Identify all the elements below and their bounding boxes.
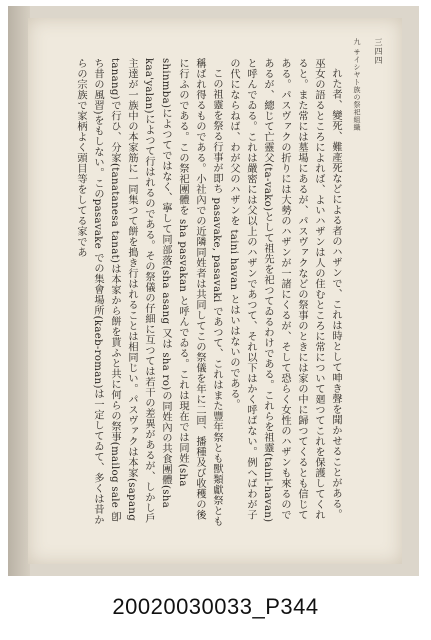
image-caption: 20020030033_P344	[112, 594, 319, 619]
paragraph: れた者、變死、難產死などによる者のハザンで、これは時として呻き聲を聞かせることがある。巫女の語るところによれば、よいハザンは人の住むところに常について廻つてこれを保護してくれると。また常には墓場にあるが、パスヴァクなどの祭事のときには家の中に歸つてくるとも信じてある。パスヴァクの折りには大勢のハザンが一諸にくるが、そして恐らく女性のハザンも來るのであるが、總じて亡靈父(ta-vako)として祖先を祀つてゐるわけである。これらを祖靈(taini-havan)と呼んでゐる。これは嚴密には父以上のハザンであつて、それ以下はかく呼ばない。例へばわが子の代にならねば、わが父のハザンを taini havan とはいはないのである。	[228, 58, 341, 523]
page-number: 三四四	[374, 38, 383, 65]
book-page	[28, 18, 402, 564]
running-header: 九 サイシヤト族の祭祀組織	[353, 38, 361, 131]
paragraph: この祖靈を祭る行事が即ち pasavake, pasavaki であつて、これはまた豐年祭とも獸類獻祭とも稱ばれ得るものである。小社內での近隣同姓者は共同してこの祭儀を年に二回、播種及び收穫の後に行ふのである。この祭祀團體を sha pasvakan と呼んでゐる。これは現在では同姓(sha shinmba)によつてではなく、寧して同部落(sha asang 又は sha ro)の同姓內の共食團體(sha kaa'yalan)によつて行はれるのである。その祭儀の仔細に互つては若干の差異があるが、しかし戶主達が一族中の本家筋に一同集つて餅を搗き行はれることは相同じい。パスヴァクは本家(sapang tanang)で行ひ、分家(tanatanesa tanat)は本家から餅を貰ふと共に何らの祭事(mailog sale 卽ち昔の風習)をもしない。このpasavake での集會場所(kaeb-roman)は一定してゐて、多くは昔からの宗族で家柄よく頭目等をしてる家であ	[75, 58, 222, 527]
book-spine-edge	[8, 6, 30, 576]
body-text	[44, 58, 344, 528]
